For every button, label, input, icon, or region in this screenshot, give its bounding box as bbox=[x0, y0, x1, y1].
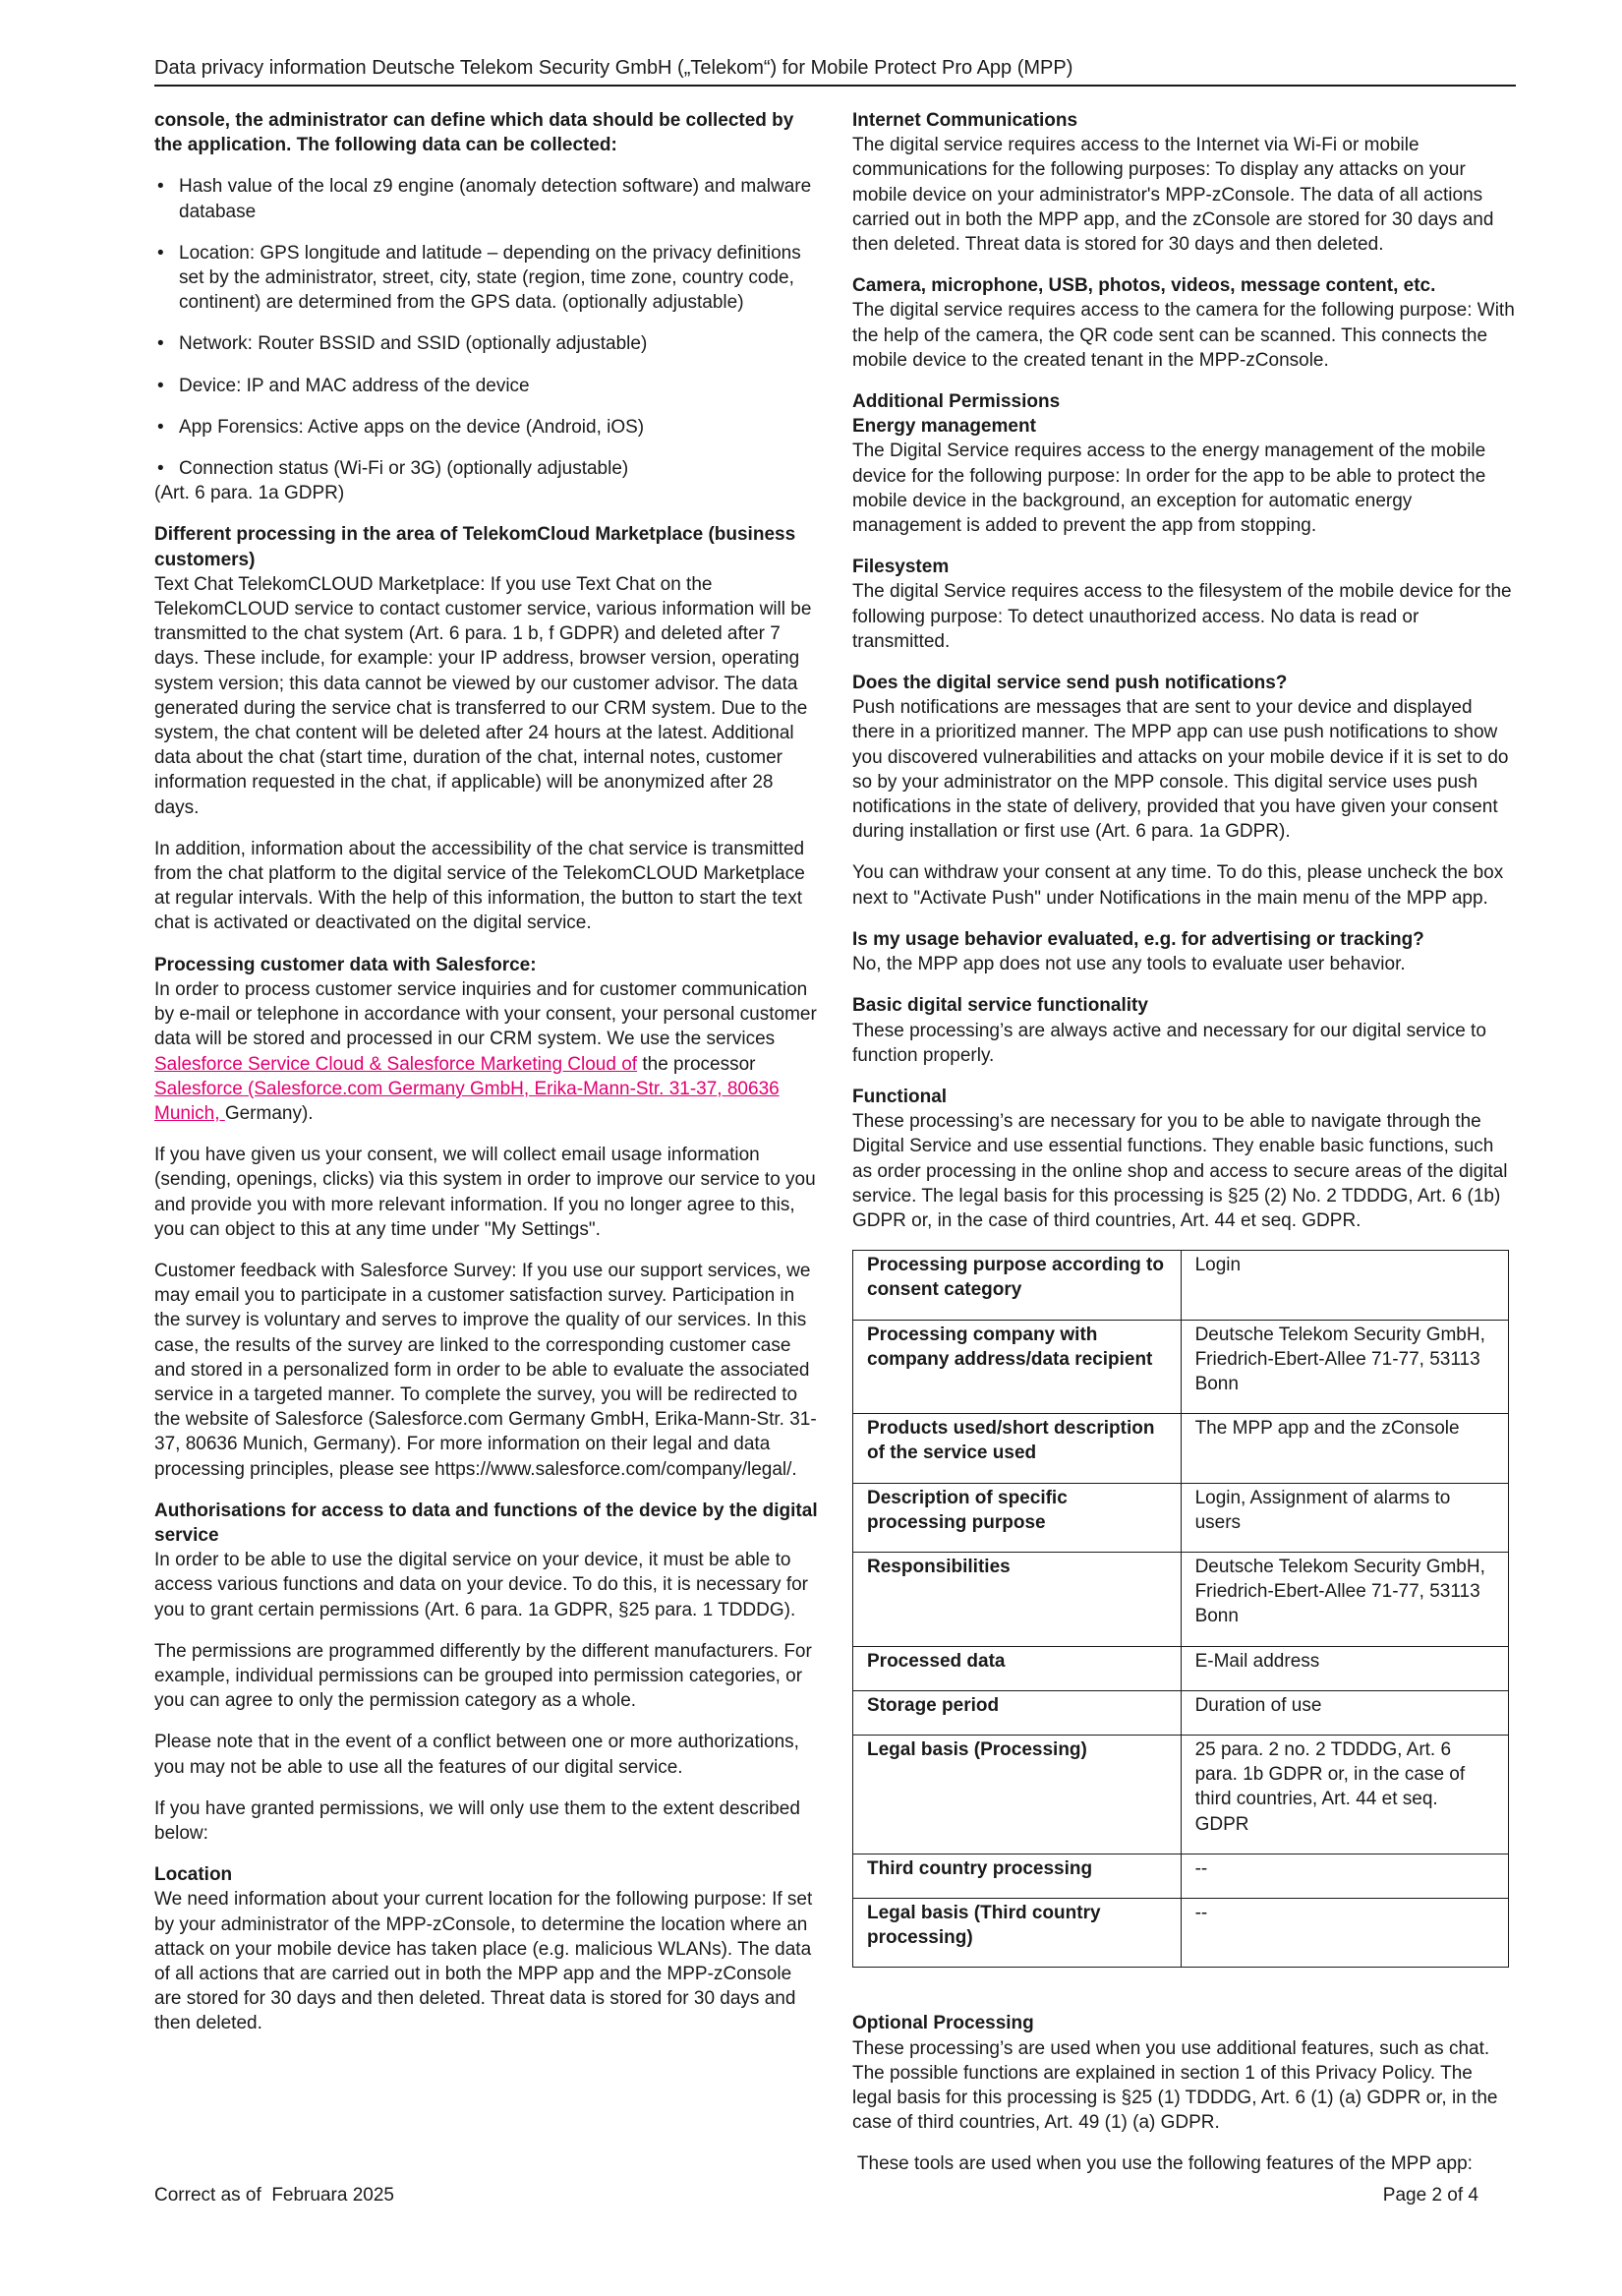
push-section bbox=[852, 671, 1516, 911]
paragraph: These processing’s are used when you use additional features, such as chat. The possible functions are explained in section 1 of this Privacy Policy. The legal basis for this processing is §25 (1) TDDDG, Art. 6 (1) (a) GDPR or, in the case of third countries, Art. 49 (1) (a) GDPR. bbox=[852, 2037, 1498, 2134]
section-heading: Location bbox=[154, 1864, 233, 1886]
page-header bbox=[154, 55, 1516, 87]
left-column bbox=[154, 108, 818, 2036]
table-key: Description of specific processing purpose bbox=[853, 1483, 1182, 1552]
additional-permissions-section bbox=[852, 389, 1516, 538]
paragraph: The digital service requires access to the camera for the following purpose: With the help of the camera, the QR code sent can be scanned. This connects the mobile device to the created tenant in the MPP-zConsole. bbox=[852, 300, 1515, 371]
salesforce-service-link[interactable]: Salesforce Service Cloud & Salesforce Marketing Cloud of bbox=[154, 1053, 638, 1075]
paragraph: The digital Service requires access to the filesystem of the mobile device for the following purpose: To detect unauthorized access. No data is read or transmitted. bbox=[852, 581, 1512, 652]
text-run: the processor bbox=[637, 1053, 756, 1075]
table-value: Deutsche Telekom Security GmbH, Friedrich-Ebert-Allee 71-77, 53113 Bonn bbox=[1181, 1320, 1508, 1414]
collected-data-list bbox=[154, 174, 818, 481]
paragraph: In order to be able to use the digital service on your device, it must be able to access various functions and data on your device. To do this, it is necessary for you to grant certain permissions (Art. 6 para. 1a GDPR, §25 para. 1 TDDDG). bbox=[154, 1550, 808, 1620]
salesforce-processor-link[interactable]: Salesforce (Salesforce.com Germany GmbH, Erika-Mann-Str. 31-37, 80636 Munich, bbox=[154, 1078, 780, 1124]
table-key: Processing purpose according to consent category bbox=[853, 1251, 1182, 1320]
page-number: Page 2 of 4 bbox=[1382, 2185, 1478, 2206]
table-row bbox=[853, 1690, 1509, 1735]
section-heading: Processing customer data with Salesforce: bbox=[154, 954, 537, 975]
processing-table bbox=[852, 1250, 1509, 1968]
section-heading: Authorisations for access to data and functions of the device by the digital service bbox=[154, 1500, 818, 1546]
section-heading: Camera, microphone, USB, photos, videos, message content, etc. bbox=[852, 275, 1436, 297]
list-item: • Network: Router BSSID and SSID (optionally adjustable) bbox=[154, 331, 818, 356]
table-key: Products used/short description of the service used bbox=[853, 1414, 1182, 1483]
paragraph: Push notifications are messages that are sent to your device and displayed there in a prioritized manner. The MPP app can use push notifications to show you discovered vulnerabilities and attacks on your mobile device if it is set to do so by your administrator on the MPP console. This digital service uses push notifications in the state of delivery, provided that you have given your consent during installation or first use (Art. 6 para. 1a GDPR). bbox=[852, 697, 1509, 843]
footer-date: Correct as of Februara 2025 bbox=[154, 2185, 394, 2206]
table-row bbox=[853, 1854, 1509, 1898]
table-value: -- bbox=[1181, 1898, 1508, 1967]
paragraph: We need information about your current location for the following purpose: If set by your administrator of the MPP-zConsole, to determine the location where an attack on your mobile device has taken place (e.g. malicious WLANs). The data of all actions that are carried out in both the MPP app and the MPP-zConsole are stored for 30 days and then deleted. Threat data is stored for 30 days and then deleted. bbox=[154, 1889, 813, 2034]
intro-text: console, the administrator can define which data should be collected by the application. The following data can be collected: bbox=[154, 110, 794, 156]
table-value: Deutsche Telekom Security GmbH, Friedrich-Ebert-Allee 71-77, 53113 Bonn bbox=[1181, 1552, 1508, 1646]
paragraph: Text Chat TelekomCLOUD Marketplace: If you use Text Chat on the TelekomCLOUD service to contact customer service, various information will be transmitted to the chat system (Art. 6 para. 1 b, f GDPR) and deleted after 7 days. These include, for example: your IP address, browser version, operating system version; this data cannot be viewed by our customer advisor. The data generated during the service chat is transferred to our CRM system. Due to the system, the chat content will be deleted after 24 hours at the latest. Additional data about the chat (start time, duration of the chat, internal notes, customer information requested in the chat, if applicable) will be anonymized after 28 days. bbox=[154, 573, 812, 818]
paragraph bbox=[154, 977, 818, 1126]
section-heading: Different processing in the area of TelekomCloud Marketplace (business customers) bbox=[154, 524, 796, 570]
table-key: Responsibilities bbox=[853, 1552, 1182, 1646]
list-item: • App Forensics: Active apps on the device (Android, iOS) bbox=[154, 415, 818, 440]
table-row bbox=[853, 1735, 1509, 1854]
salesforce-section bbox=[154, 953, 818, 1482]
paragraph: These processing’s are always active and necessary for our digital service to function properly. bbox=[852, 1020, 1486, 1066]
paragraph: You can withdraw your consent at any time. To do this, please uncheck the box next to "Activate Push" under Notifications in the main menu of the MPP app. bbox=[852, 862, 1504, 909]
section-heading: Does the digital service send push notifications? bbox=[852, 673, 1288, 694]
paragraph: The Digital Service requires access to the energy management of the mobile device for the following purpose: In order for the app to be able to protect the mobile device in the background, an exception for automatic energy management is added to prevent the app from stopping. bbox=[852, 441, 1486, 537]
legal-note: (Art. 6 para. 1a GDPR) bbox=[154, 483, 345, 504]
basic-functionality-section bbox=[852, 993, 1516, 1068]
section-heading: Additional Permissions bbox=[852, 391, 1061, 413]
internet-section bbox=[852, 108, 1516, 257]
page-footer bbox=[154, 2183, 1478, 2208]
section-subheading: Energy management bbox=[852, 416, 1036, 438]
list-item: • Device: IP and MAC address of the device bbox=[154, 374, 818, 398]
functional-section bbox=[852, 1085, 1516, 1233]
section-heading: Is my usage behavior evaluated, e.g. for advertising or tracking? bbox=[852, 928, 1424, 950]
table-key: Processed data bbox=[853, 1646, 1182, 1690]
section-heading: Internet Communications bbox=[852, 110, 1078, 131]
table-key: Processing company with company address/data recipient bbox=[853, 1320, 1182, 1414]
table-row bbox=[853, 1320, 1509, 1414]
camera-section bbox=[852, 273, 1516, 373]
filesystem-section bbox=[852, 555, 1516, 654]
paragraph: If you have given us your consent, we will collect email usage information (sending, openings, clicks) via this system in order to improve our service to you and provide you with more relevant information. If you no longer agree to this, you can object to this at any time under "My Settings". bbox=[154, 1145, 816, 1240]
paragraph: In addition, information about the accessibility of the chat service is transmitted from the chat platform to the digital service of the TelekomCLOUD Marketplace at regular intervals. With the help of this information, the button to start the text chat is activated or deactivated on the digital service. bbox=[154, 838, 805, 934]
table-key: Legal basis (Third country processing) bbox=[853, 1898, 1182, 1967]
list-item: • Connection status (Wi-Fi or 3G) (optionally adjustable) bbox=[154, 456, 818, 481]
location-section bbox=[154, 1862, 818, 2035]
optional-processing-section bbox=[852, 2011, 1516, 2176]
table-value: E-Mail address bbox=[1181, 1646, 1508, 1690]
table-row bbox=[853, 1898, 1509, 1967]
right-column bbox=[852, 108, 1516, 2177]
table-row bbox=[853, 1483, 1509, 1552]
paragraph: No, the MPP app does not use any tools to evaluate user behavior. bbox=[852, 954, 1406, 975]
authorisations-section bbox=[154, 1499, 818, 1846]
text-run: In order to process customer service inquiries and for customer communication by e-mail or telephone in accordance with your consent, your personal customer data will be stored and processed in our CRM system. We use the services bbox=[154, 978, 817, 1050]
table-row bbox=[853, 1251, 1509, 1320]
paragraph: If you have granted permissions, we will only use them to the extent described below: bbox=[154, 1797, 800, 1844]
section-heading: Basic digital service functionality bbox=[852, 995, 1148, 1017]
paragraph: The permissions are programmed differently by the different manufacturers. For example, individual permissions can be grouped into permission categories, or you can agree to only the permission category as a whole. bbox=[154, 1640, 812, 1712]
table-row bbox=[853, 1552, 1509, 1646]
paragraph: The digital service requires access to the Internet via Wi-Fi or mobile communications for the following purposes: To display any attacks on your mobile device on your administrator's MPP-zConsole. The data of all actions carried out in both the MPP app, and the zConsole are stored for 30 days and then deleted. Threat data is stored for 30 days and then deleted. bbox=[852, 135, 1494, 256]
text-run: Germany). bbox=[224, 1102, 314, 1124]
section-heading: Optional Processing bbox=[852, 2013, 1034, 2034]
cloud-section bbox=[154, 522, 818, 935]
paragraph: Customer feedback with Salesforce Survey: If you use our support services, we may email you to participate in a customer satisfaction survey. Participation in the survey is voluntary and serves to improve the quality of our services. In this case, the results of the survey are linked to the corresponding customer case and stored in a personalized form in order to be able to evaluate the associated service in a targeted manner. To complete the survey, you will be redirected to the website of Salesforce (Salesforce.com Germany GmbH, Erika-Mann-Str. 31-37, 80636 Munich, Germany). For more information on their legal and data processing principles, please see https://www.salesforce.com/company/legal/. bbox=[154, 1260, 817, 1480]
table-key: Legal basis (Processing) bbox=[853, 1735, 1182, 1854]
table-value: Login bbox=[1181, 1251, 1508, 1320]
table-value: Duration of use bbox=[1181, 1690, 1508, 1735]
section-heading: Functional bbox=[852, 1086, 948, 1107]
list-item: • Hash value of the local z9 engine (anomaly detection software) and malware database bbox=[154, 174, 818, 223]
table-value: The MPP app and the zConsole bbox=[1181, 1414, 1508, 1483]
table-row bbox=[853, 1646, 1509, 1690]
table-key: Storage period bbox=[853, 1690, 1182, 1735]
usage-section bbox=[852, 927, 1516, 976]
table-value: Login, Assignment of alarms to users bbox=[1181, 1483, 1508, 1552]
page-header-title: Data privacy information Deutsche Telekom Security GmbH („Telekom“) for Mobile Protect Pro App (MPP) bbox=[154, 57, 1073, 79]
paragraph: These tools are used when you use the following features of the MPP app: bbox=[852, 2153, 1473, 2175]
table-value: 25 para. 2 no. 2 TDDDG, Art. 6 para. 1b GDPR or, in the case of third countries, Art. 44 et seq. GDPR bbox=[1181, 1735, 1508, 1854]
table-row bbox=[853, 1414, 1509, 1483]
list-item: • Location: GPS longitude and latitude – depending on the privacy definitions set by the administrator, street, city, state (region, time zone, country code, continent) are determined from the GPS data. (optionally adjustable) bbox=[154, 241, 818, 316]
table-key: Third country processing bbox=[853, 1854, 1182, 1898]
paragraph: Please note that in the event of a conflict between one or more authorizations, you may not be able to use all the features of our digital service. bbox=[154, 1732, 799, 1778]
table-value: -- bbox=[1181, 1854, 1508, 1898]
paragraph: These processing’s are necessary for you to be able to navigate through the Digital Service and use essential functions. They enable basic functions, such as order processing in the online shop and access to secure areas of the digital service. The legal basis for this processing is §25 (2) No. 2 TDDDG, Art. 6 (1b) GDPR or, in the case of third countries, Art. 44 et seq. GDPR. bbox=[852, 1111, 1508, 1231]
section-heading: Filesystem bbox=[852, 557, 950, 578]
